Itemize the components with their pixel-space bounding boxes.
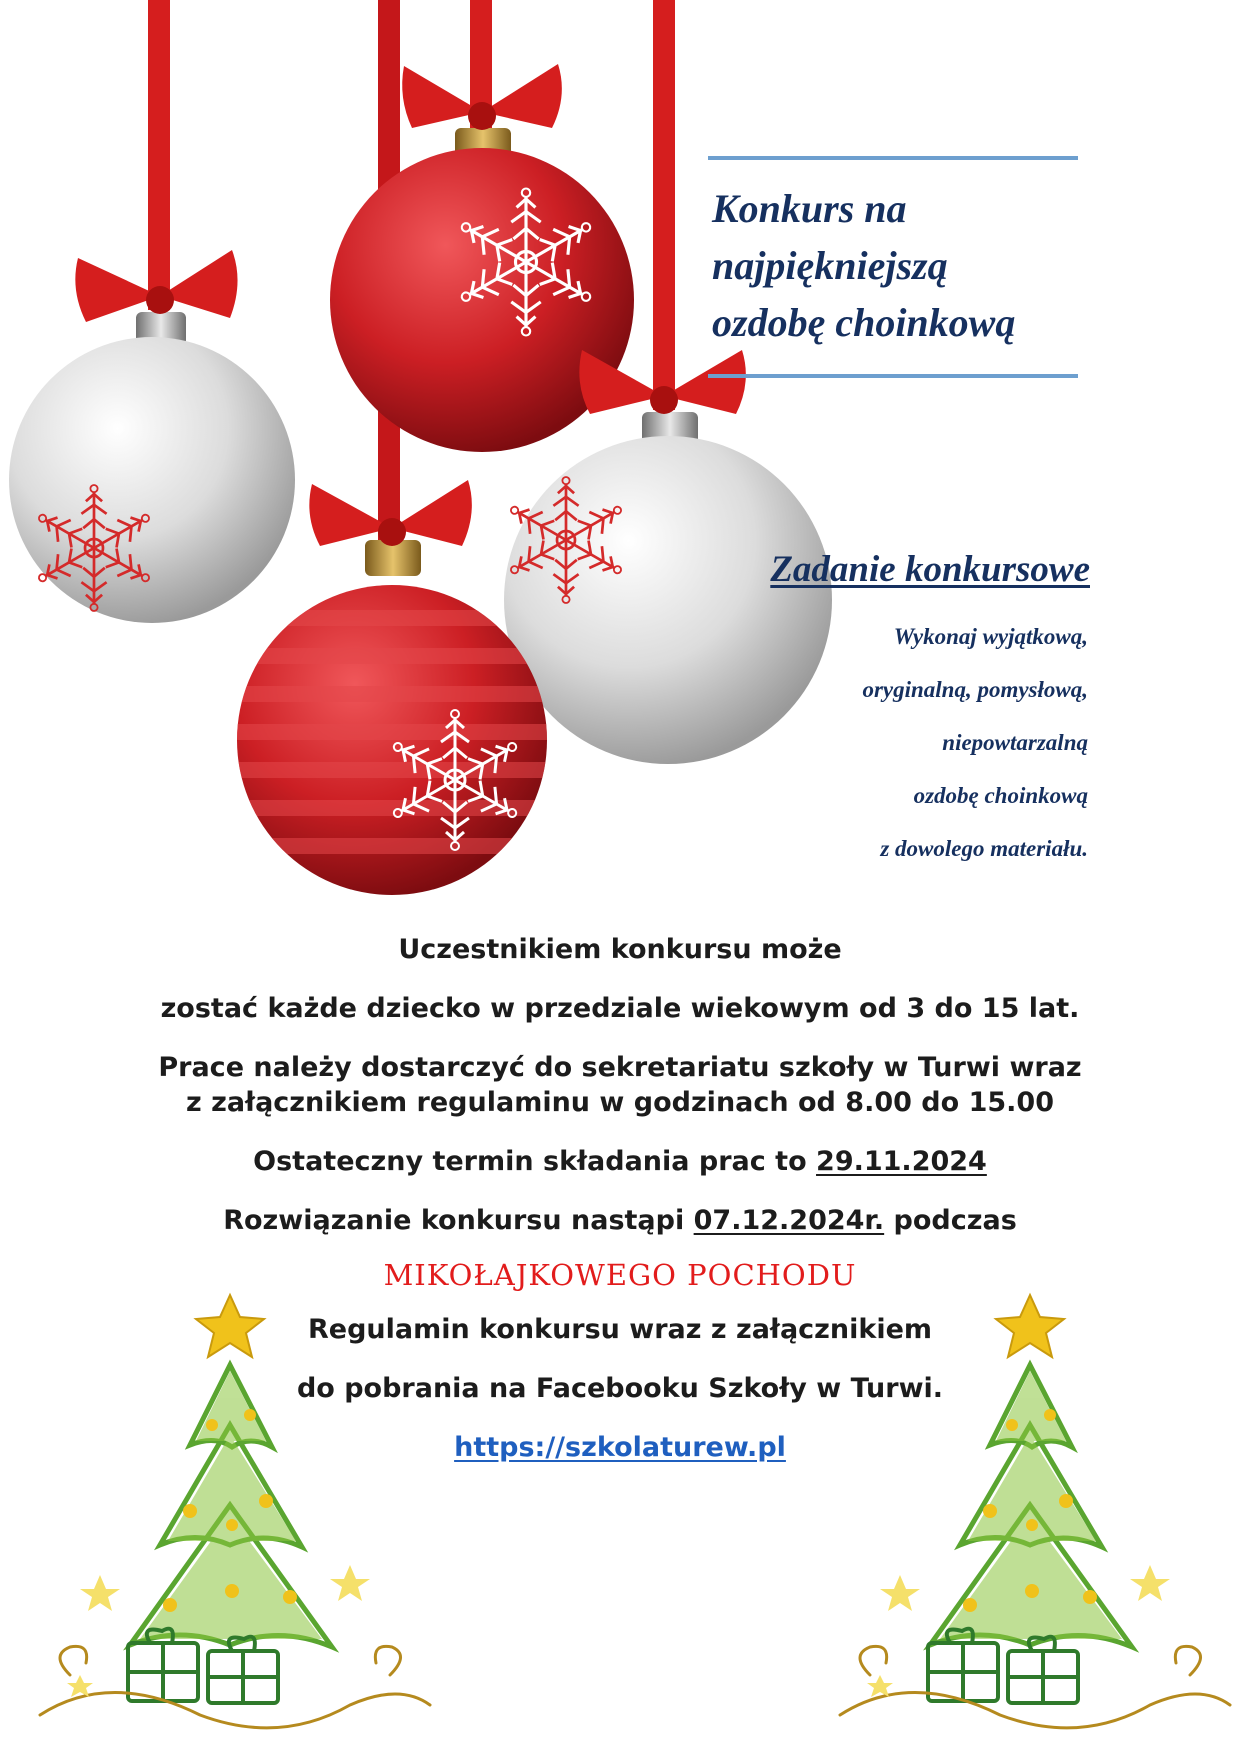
- deadline-line: [80, 1146, 1160, 1177]
- result-line: [80, 1205, 1160, 1236]
- title-bottom-rule: [708, 374, 1078, 378]
- school-website-link[interactable]: https://szkolaturew.pl: [454, 1432, 786, 1463]
- title-top-rule: [708, 156, 1078, 160]
- participant-line-2: zostać każde dziecko w przedziale wiekowym od 3 do 15 lat.: [160, 993, 1080, 1024]
- task-line: z dowolego materiału.: [880, 836, 1088, 861]
- task-heading: Zadanie konkursowe: [770, 549, 1090, 590]
- task-description: [668, 610, 1088, 875]
- announcement-body: [80, 934, 1160, 1463]
- deadline-prefix: Ostateczny termin składania prac to: [253, 1146, 817, 1177]
- rules-line-2: do pobrania na Facebooku Szkoły w Turwi.: [296, 1373, 944, 1404]
- result-date: 07.12.2024r.: [693, 1205, 885, 1236]
- task-line: ozdobę choinkową: [913, 783, 1088, 808]
- title-line-1: Konkurs na: [712, 186, 907, 231]
- deadline-date: 29.11.2024: [816, 1146, 987, 1177]
- title-line-3: ozdobę choinkową: [712, 300, 1016, 345]
- task-line: Wykonaj wyjątkową,: [893, 624, 1088, 649]
- poster-title: [712, 180, 1092, 351]
- participant-line-1: Uczestnikiem konkursu może: [398, 934, 842, 965]
- delivery-line-1: Prace należy dostarczyć do sekretariatu szkoły w Turwi wraz: [158, 1052, 1082, 1083]
- result-suffix: podczas: [884, 1205, 1017, 1236]
- result-prefix: Rozwiązanie konkursu nastąpi: [223, 1205, 694, 1236]
- title-line-2: najpiękniejszą: [712, 243, 948, 288]
- task-line: oryginalną, pomysłową,: [862, 677, 1088, 702]
- delivery-line-2: z załącznikiem regulaminu w godzinach od 8.00 do 15.00: [186, 1087, 1054, 1118]
- event-name: MIKOŁAJKOWEGO POCHODU: [383, 1258, 857, 1292]
- task-line: niepowtarzalną: [942, 730, 1088, 755]
- rules-line-1: Regulamin konkursu wraz z załącznikiem: [307, 1314, 933, 1345]
